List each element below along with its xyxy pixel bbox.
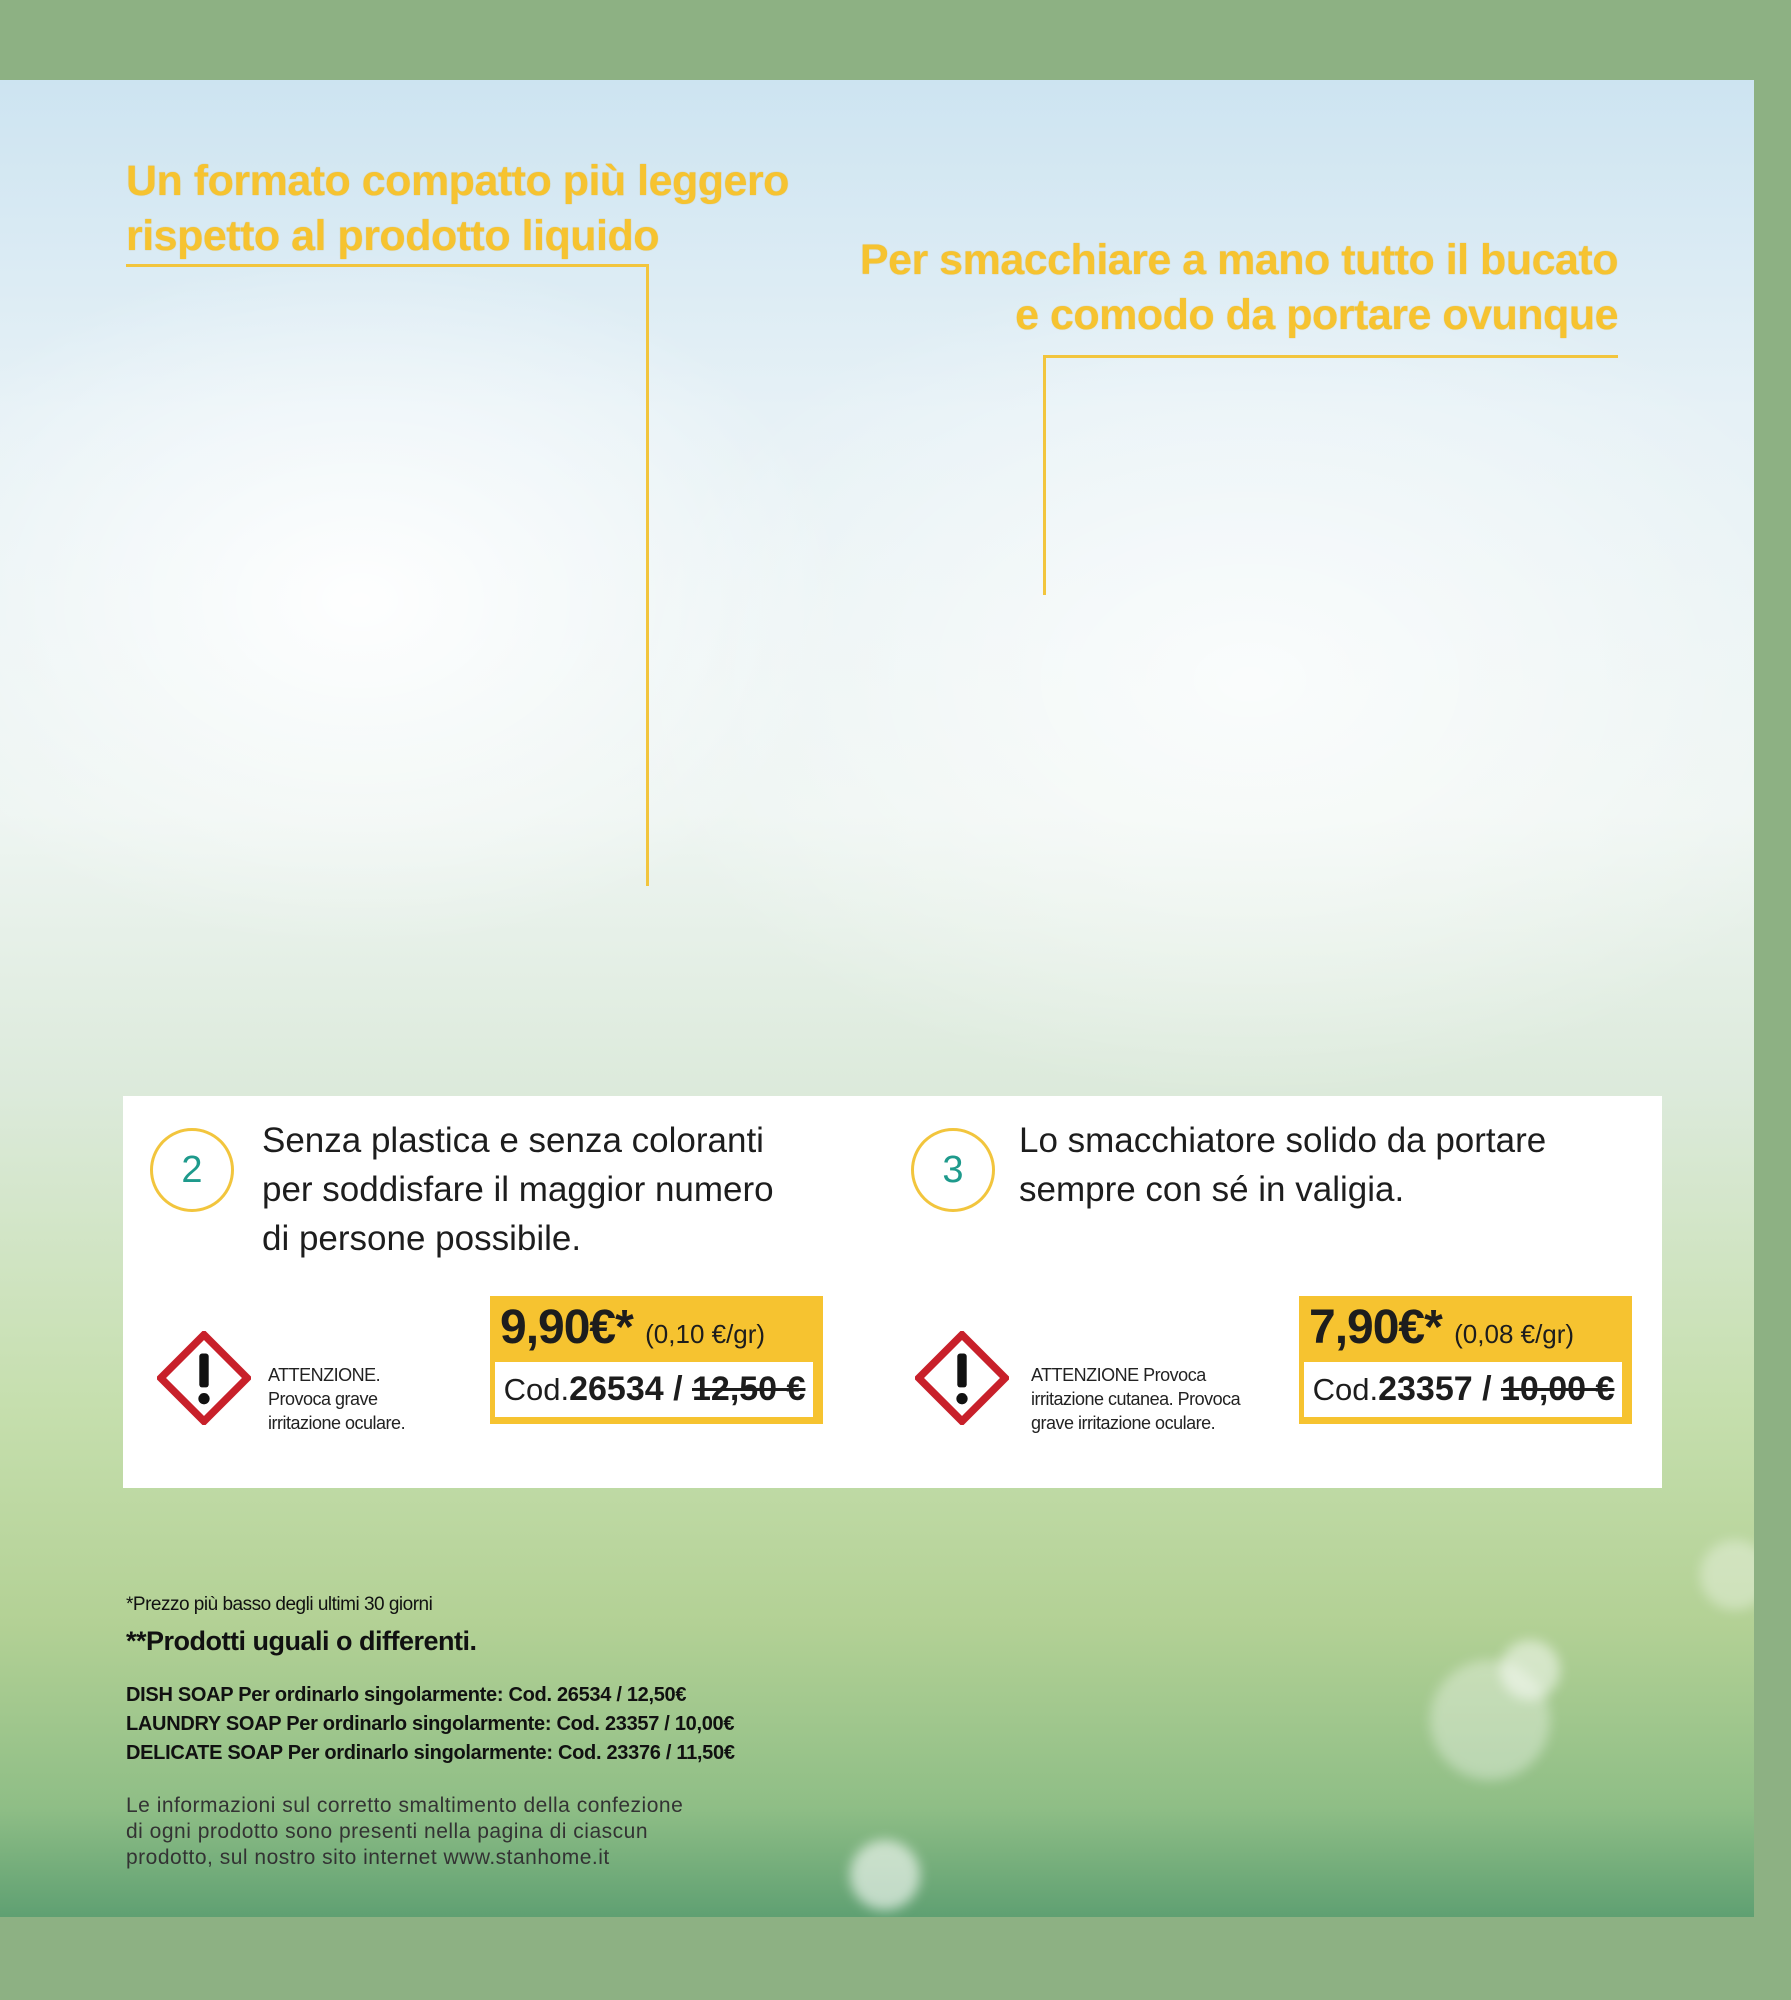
headline-left-underline bbox=[126, 264, 649, 267]
headline-left-pointer bbox=[646, 264, 649, 886]
headline-right-underline bbox=[1043, 355, 1618, 358]
price-main bbox=[500, 1300, 765, 1355]
price-value: 7,90€* bbox=[1309, 1301, 1442, 1354]
footnote-individual-orders: DISH SOAP Per ordinarlo singolarmente: Cod. 26534 / 12,50€ LAUNDRY SOAP Per ordinarlo singolarmente: Cod. 23357 / 10,00€ DELICATE SOAP Per ordinarlo singolarmente: Cod. 23376 / 11,50€ bbox=[126, 1684, 735, 1764]
bokeh-light bbox=[850, 1840, 920, 1910]
price-tag bbox=[1299, 1296, 1632, 1424]
hazard-warning-text: ATTENZIONE Provoca irritazione cutanea. Provoca grave irritazione oculare. bbox=[1031, 1365, 1241, 1433]
old-price: 10,00 € bbox=[1501, 1370, 1615, 1408]
unit-price: (0,10 €/gr) bbox=[645, 1319, 766, 1349]
product-code: 23357 bbox=[1378, 1370, 1473, 1408]
bokeh-light bbox=[1700, 1540, 1754, 1610]
product-code-box bbox=[1304, 1362, 1622, 1417]
headline-right-pointer bbox=[1043, 355, 1046, 595]
price-main bbox=[1309, 1300, 1574, 1355]
footnote-lowest-price: *Prezzo più basso degli ultimi 30 giorni bbox=[126, 1594, 433, 1615]
unit-price: (0,08 €/gr) bbox=[1454, 1319, 1575, 1349]
code-separator: / bbox=[663, 1370, 692, 1408]
product-number-badge: 3 bbox=[911, 1128, 995, 1212]
old-price: 12,50 € bbox=[692, 1370, 806, 1408]
product-description: Senza plastica e senza coloranti per soddisfare il maggior numero di persone possibile. bbox=[262, 1121, 774, 1258]
bokeh-light bbox=[1500, 1640, 1560, 1700]
code-prefix: Cod. bbox=[503, 1372, 570, 1407]
product-description: Lo smacchiatore solido da portare sempre con sé in valigia. bbox=[1019, 1121, 1547, 1209]
exclamation-hazard-icon bbox=[157, 1331, 251, 1425]
footnote-disposal-info: Le informazioni sul corretto smaltimento della confezione di ogni prodotto sono presenti nella pagina di ciascun prodotto, sul nostro sito internet www.stanhome.it bbox=[126, 1794, 684, 1869]
hazard-warning-text: ATTENZIONE. Provoca grave irritazione oculare. bbox=[268, 1365, 406, 1433]
price-tag bbox=[490, 1296, 823, 1424]
code-prefix: Cod. bbox=[1312, 1372, 1379, 1407]
price-value: 9,90€* bbox=[500, 1301, 633, 1354]
footnote-same-or-different: **Prodotti uguali o differenti. bbox=[126, 1626, 477, 1656]
exclamation-hazard-icon bbox=[915, 1331, 1009, 1425]
headline-right: Per smacchiare a mano tutto il bucato e comodo da portare ovunque bbox=[859, 236, 1618, 339]
headline-left: Un formato compatto più leggero rispetto al prodotto liquido bbox=[126, 157, 789, 260]
product-number-badge: 2 bbox=[150, 1128, 234, 1212]
product-code: 26534 bbox=[569, 1370, 664, 1408]
product-info-box bbox=[123, 1096, 1662, 1488]
page-panel bbox=[0, 80, 1754, 1917]
code-separator: / bbox=[1472, 1370, 1501, 1408]
product-code-box bbox=[495, 1362, 813, 1417]
